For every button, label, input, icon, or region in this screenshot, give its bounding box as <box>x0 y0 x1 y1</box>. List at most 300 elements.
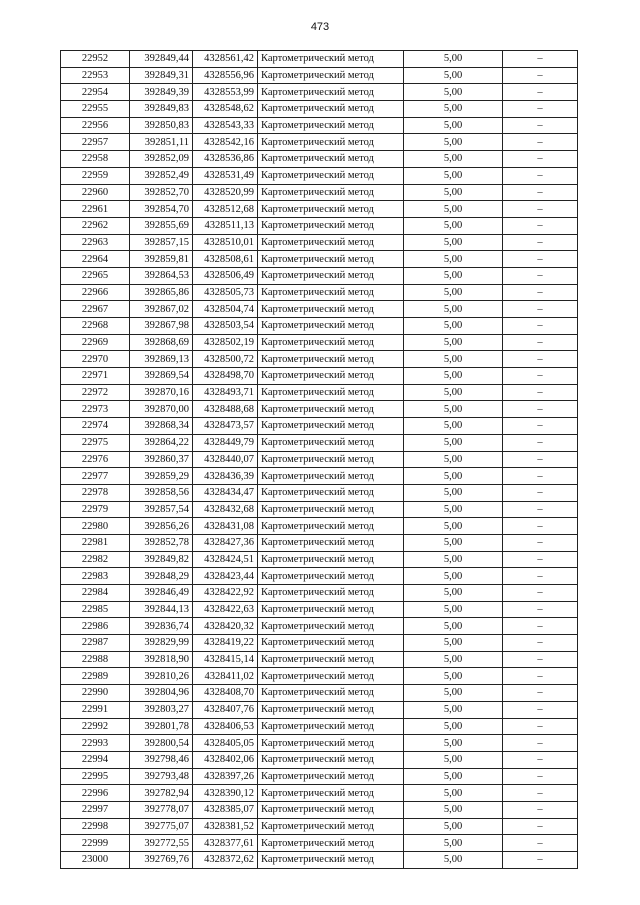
note-cell: – <box>503 718 578 735</box>
note-cell: – <box>503 635 578 652</box>
table-row <box>61 801 578 818</box>
x-coordinate-cell: 392849,82 <box>130 551 193 568</box>
table-row <box>61 101 578 118</box>
note-cell: – <box>503 251 578 268</box>
method-cell: Картометрический метод <box>258 585 404 602</box>
method-cell: Картометрический метод <box>258 267 404 284</box>
y-coordinate-cell: 4328488,68 <box>193 401 258 418</box>
table-row <box>61 484 578 501</box>
method-cell: Картометрический метод <box>258 468 404 485</box>
note-cell: – <box>503 217 578 234</box>
note-cell: – <box>503 585 578 602</box>
x-coordinate-cell: 392859,29 <box>130 468 193 485</box>
method-cell: Картометрический метод <box>258 735 404 752</box>
x-coordinate-cell: 392803,27 <box>130 701 193 718</box>
point-number-cell: 22958 <box>61 151 130 168</box>
note-cell: – <box>503 134 578 151</box>
y-coordinate-cell: 4328508,61 <box>193 251 258 268</box>
note-cell: – <box>503 651 578 668</box>
x-coordinate-cell: 392793,48 <box>130 768 193 785</box>
x-coordinate-cell: 392859,81 <box>130 251 193 268</box>
x-coordinate-cell: 392850,83 <box>130 117 193 134</box>
note-cell: – <box>503 668 578 685</box>
table-row <box>61 351 578 368</box>
x-coordinate-cell: 392849,44 <box>130 51 193 68</box>
y-coordinate-cell: 4328542,16 <box>193 134 258 151</box>
method-cell: Картометрический метод <box>258 685 404 702</box>
note-cell: – <box>503 151 578 168</box>
coordinates-table <box>60 50 578 869</box>
error-cell: 5,00 <box>404 568 503 585</box>
note-cell: – <box>503 601 578 618</box>
x-coordinate-cell: 392844,13 <box>130 601 193 618</box>
error-cell: 5,00 <box>404 351 503 368</box>
method-cell: Картометрический метод <box>258 167 404 184</box>
x-coordinate-cell: 392852,70 <box>130 184 193 201</box>
point-number-cell: 22966 <box>61 284 130 301</box>
x-coordinate-cell: 392852,49 <box>130 167 193 184</box>
table-row <box>61 134 578 151</box>
y-coordinate-cell: 4328407,76 <box>193 701 258 718</box>
table-row <box>61 501 578 518</box>
error-cell: 5,00 <box>404 384 503 401</box>
note-cell: – <box>503 501 578 518</box>
point-number-cell: 22967 <box>61 301 130 318</box>
point-number-cell: 22979 <box>61 501 130 518</box>
method-cell: Картометрический метод <box>258 835 404 852</box>
note-cell: – <box>503 167 578 184</box>
table-row <box>61 384 578 401</box>
error-cell: 5,00 <box>404 167 503 184</box>
error-cell: 5,00 <box>404 635 503 652</box>
error-cell: 5,00 <box>404 534 503 551</box>
method-cell: Картометрический метод <box>258 601 404 618</box>
method-cell: Картометрический метод <box>258 101 404 118</box>
error-cell: 5,00 <box>404 217 503 234</box>
method-cell: Картометрический метод <box>258 368 404 385</box>
error-cell: 5,00 <box>404 418 503 435</box>
error-cell: 5,00 <box>404 484 503 501</box>
y-coordinate-cell: 4328543,33 <box>193 117 258 134</box>
y-coordinate-cell: 4328406,53 <box>193 718 258 735</box>
note-cell: – <box>503 101 578 118</box>
y-coordinate-cell: 4328506,49 <box>193 267 258 284</box>
point-number-cell: 22974 <box>61 418 130 435</box>
error-cell: 5,00 <box>404 701 503 718</box>
point-number-cell: 22959 <box>61 167 130 184</box>
table-row <box>61 585 578 602</box>
note-cell: – <box>503 368 578 385</box>
table-row <box>61 518 578 535</box>
y-coordinate-cell: 4328493,71 <box>193 384 258 401</box>
error-cell: 5,00 <box>404 735 503 752</box>
point-number-cell: 22990 <box>61 685 130 702</box>
table-row <box>61 434 578 451</box>
point-number-cell: 22986 <box>61 618 130 635</box>
table-row <box>61 368 578 385</box>
table-row <box>61 301 578 318</box>
method-cell: Картометрический метод <box>258 334 404 351</box>
x-coordinate-cell: 392869,54 <box>130 368 193 385</box>
x-coordinate-cell: 392869,13 <box>130 351 193 368</box>
x-coordinate-cell: 392769,76 <box>130 852 193 869</box>
table-row <box>61 701 578 718</box>
point-number-cell: 22976 <box>61 451 130 468</box>
note-cell: – <box>503 318 578 335</box>
note-cell: – <box>503 468 578 485</box>
error-cell: 5,00 <box>404 785 503 802</box>
table-row <box>61 201 578 218</box>
point-number-cell: 22985 <box>61 601 130 618</box>
table-row <box>61 534 578 551</box>
error-cell: 5,00 <box>404 301 503 318</box>
method-cell: Картометрический метод <box>258 217 404 234</box>
table-row <box>61 751 578 768</box>
page-number: 473 <box>310 21 330 33</box>
note-cell: – <box>503 334 578 351</box>
method-cell: Картометрический метод <box>258 618 404 635</box>
note-cell: – <box>503 284 578 301</box>
error-cell: 5,00 <box>404 401 503 418</box>
y-coordinate-cell: 4328449,79 <box>193 434 258 451</box>
note-cell: – <box>503 401 578 418</box>
y-coordinate-cell: 4328503,54 <box>193 318 258 335</box>
table-row <box>61 852 578 869</box>
error-cell: 5,00 <box>404 751 503 768</box>
method-cell: Картометрический метод <box>258 768 404 785</box>
method-cell: Картометрический метод <box>258 251 404 268</box>
x-coordinate-cell: 392857,54 <box>130 501 193 518</box>
table-row <box>61 768 578 785</box>
y-coordinate-cell: 4328512,68 <box>193 201 258 218</box>
point-number-cell: 22992 <box>61 718 130 735</box>
x-coordinate-cell: 392801,78 <box>130 718 193 735</box>
error-cell: 5,00 <box>404 201 503 218</box>
table-row <box>61 318 578 335</box>
y-coordinate-cell: 4328423,44 <box>193 568 258 585</box>
method-cell: Картометрический метод <box>258 718 404 735</box>
x-coordinate-cell: 392855,69 <box>130 217 193 234</box>
point-number-cell: 22989 <box>61 668 130 685</box>
error-cell: 5,00 <box>404 84 503 101</box>
table-row <box>61 418 578 435</box>
y-coordinate-cell: 4328536,86 <box>193 151 258 168</box>
note-cell: – <box>503 384 578 401</box>
x-coordinate-cell: 392836,74 <box>130 618 193 635</box>
table-row <box>61 618 578 635</box>
method-cell: Картометрический метод <box>258 234 404 251</box>
y-coordinate-cell: 4328422,63 <box>193 601 258 618</box>
x-coordinate-cell: 392854,70 <box>130 201 193 218</box>
error-cell: 5,00 <box>404 468 503 485</box>
x-coordinate-cell: 392852,09 <box>130 151 193 168</box>
y-coordinate-cell: 4328415,14 <box>193 651 258 668</box>
y-coordinate-cell: 4328502,19 <box>193 334 258 351</box>
x-coordinate-cell: 392810,26 <box>130 668 193 685</box>
error-cell: 5,00 <box>404 501 503 518</box>
point-number-cell: 22965 <box>61 267 130 284</box>
y-coordinate-cell: 4328432,68 <box>193 501 258 518</box>
error-cell: 5,00 <box>404 835 503 852</box>
method-cell: Картометрический метод <box>258 117 404 134</box>
y-coordinate-cell: 4328510,01 <box>193 234 258 251</box>
point-number-cell: 22994 <box>61 751 130 768</box>
method-cell: Картометрический метод <box>258 451 404 468</box>
table-row <box>61 451 578 468</box>
x-coordinate-cell: 392864,22 <box>130 434 193 451</box>
y-coordinate-cell: 4328436,39 <box>193 468 258 485</box>
x-coordinate-cell: 392849,83 <box>130 101 193 118</box>
note-cell: – <box>503 618 578 635</box>
error-cell: 5,00 <box>404 184 503 201</box>
note-cell: – <box>503 801 578 818</box>
error-cell: 5,00 <box>404 601 503 618</box>
error-cell: 5,00 <box>404 67 503 84</box>
table-row <box>61 284 578 301</box>
y-coordinate-cell: 4328473,57 <box>193 418 258 435</box>
table-row <box>61 251 578 268</box>
note-cell: – <box>503 51 578 68</box>
method-cell: Картометрический метод <box>258 67 404 84</box>
y-coordinate-cell: 4328402,06 <box>193 751 258 768</box>
table-row <box>61 67 578 84</box>
method-cell: Картометрический метод <box>258 818 404 835</box>
method-cell: Картометрический метод <box>258 318 404 335</box>
x-coordinate-cell: 392829,99 <box>130 635 193 652</box>
error-cell: 5,00 <box>404 618 503 635</box>
error-cell: 5,00 <box>404 267 503 284</box>
point-number-cell: 22977 <box>61 468 130 485</box>
error-cell: 5,00 <box>404 451 503 468</box>
table-row <box>61 167 578 184</box>
point-number-cell: 22972 <box>61 384 130 401</box>
point-number-cell: 22970 <box>61 351 130 368</box>
note-cell: – <box>503 451 578 468</box>
x-coordinate-cell: 392868,34 <box>130 418 193 435</box>
method-cell: Картометрический метод <box>258 751 404 768</box>
x-coordinate-cell: 392848,29 <box>130 568 193 585</box>
x-coordinate-cell: 392849,31 <box>130 67 193 84</box>
point-number-cell: 22960 <box>61 184 130 201</box>
point-number-cell: 22984 <box>61 585 130 602</box>
point-number-cell: 22954 <box>61 84 130 101</box>
note-cell: – <box>503 785 578 802</box>
method-cell: Картометрический метод <box>258 518 404 535</box>
y-coordinate-cell: 4328385,07 <box>193 801 258 818</box>
table-row <box>61 84 578 101</box>
x-coordinate-cell: 392804,96 <box>130 685 193 702</box>
method-cell: Картометрический метод <box>258 418 404 435</box>
note-cell: – <box>503 518 578 535</box>
note-cell: – <box>503 184 578 201</box>
note-cell: – <box>503 701 578 718</box>
x-coordinate-cell: 392870,16 <box>130 384 193 401</box>
error-cell: 5,00 <box>404 518 503 535</box>
note-cell: – <box>503 234 578 251</box>
table-row <box>61 735 578 752</box>
method-cell: Картометрический метод <box>258 151 404 168</box>
x-coordinate-cell: 392860,37 <box>130 451 193 468</box>
y-coordinate-cell: 4328422,92 <box>193 585 258 602</box>
y-coordinate-cell: 4328548,62 <box>193 101 258 118</box>
table-row <box>61 234 578 251</box>
point-number-cell: 22953 <box>61 67 130 84</box>
y-coordinate-cell: 4328504,74 <box>193 301 258 318</box>
error-cell: 5,00 <box>404 368 503 385</box>
point-number-cell: 22973 <box>61 401 130 418</box>
error-cell: 5,00 <box>404 51 503 68</box>
note-cell: – <box>503 484 578 501</box>
method-cell: Картометрический метод <box>258 434 404 451</box>
error-cell: 5,00 <box>404 151 503 168</box>
method-cell: Картометрический метод <box>258 84 404 101</box>
method-cell: Картометрический метод <box>258 51 404 68</box>
method-cell: Картометрический метод <box>258 401 404 418</box>
table-row <box>61 651 578 668</box>
table-row <box>61 267 578 284</box>
point-number-cell: 22995 <box>61 768 130 785</box>
note-cell: – <box>503 751 578 768</box>
x-coordinate-cell: 392782,94 <box>130 785 193 802</box>
y-coordinate-cell: 4328556,96 <box>193 67 258 84</box>
note-cell: – <box>503 201 578 218</box>
error-cell: 5,00 <box>404 318 503 335</box>
point-number-cell: 22998 <box>61 818 130 835</box>
x-coordinate-cell: 392852,78 <box>130 534 193 551</box>
note-cell: – <box>503 835 578 852</box>
table-row <box>61 217 578 234</box>
point-number-cell: 22964 <box>61 251 130 268</box>
y-coordinate-cell: 4328553,99 <box>193 84 258 101</box>
x-coordinate-cell: 392868,69 <box>130 334 193 351</box>
y-coordinate-cell: 4328390,12 <box>193 785 258 802</box>
x-coordinate-cell: 392846,49 <box>130 585 193 602</box>
method-cell: Картометрический метод <box>258 284 404 301</box>
method-cell: Картометрический метод <box>258 134 404 151</box>
point-number-cell: 23000 <box>61 852 130 869</box>
table-row <box>61 51 578 68</box>
note-cell: – <box>503 818 578 835</box>
method-cell: Картометрический метод <box>258 351 404 368</box>
x-coordinate-cell: 392858,56 <box>130 484 193 501</box>
point-number-cell: 22968 <box>61 318 130 335</box>
y-coordinate-cell: 4328531,49 <box>193 167 258 184</box>
error-cell: 5,00 <box>404 134 503 151</box>
method-cell: Картометрический метод <box>258 801 404 818</box>
note-cell: – <box>503 852 578 869</box>
point-number-cell: 22969 <box>61 334 130 351</box>
point-number-cell: 22971 <box>61 368 130 385</box>
point-number-cell: 22978 <box>61 484 130 501</box>
x-coordinate-cell: 392818,90 <box>130 651 193 668</box>
y-coordinate-cell: 4328500,72 <box>193 351 258 368</box>
method-cell: Картометрический метод <box>258 484 404 501</box>
error-cell: 5,00 <box>404 234 503 251</box>
point-number-cell: 22963 <box>61 234 130 251</box>
y-coordinate-cell: 4328505,73 <box>193 284 258 301</box>
method-cell: Картометрический метод <box>258 635 404 652</box>
point-number-cell: 22962 <box>61 217 130 234</box>
point-number-cell: 22961 <box>61 201 130 218</box>
note-cell: – <box>503 685 578 702</box>
y-coordinate-cell: 4328372,62 <box>193 852 258 869</box>
x-coordinate-cell: 392778,07 <box>130 801 193 818</box>
note-cell: – <box>503 434 578 451</box>
note-cell: – <box>503 117 578 134</box>
error-cell: 5,00 <box>404 668 503 685</box>
method-cell: Картометрический метод <box>258 501 404 518</box>
note-cell: – <box>503 267 578 284</box>
point-number-cell: 22956 <box>61 117 130 134</box>
point-number-cell: 22996 <box>61 785 130 802</box>
error-cell: 5,00 <box>404 251 503 268</box>
error-cell: 5,00 <box>404 284 503 301</box>
x-coordinate-cell: 392851,11 <box>130 134 193 151</box>
y-coordinate-cell: 4328405,05 <box>193 735 258 752</box>
table-row <box>61 785 578 802</box>
note-cell: – <box>503 735 578 752</box>
error-cell: 5,00 <box>404 768 503 785</box>
x-coordinate-cell: 392800,54 <box>130 735 193 752</box>
x-coordinate-cell: 392864,53 <box>130 267 193 284</box>
coordinates-table-body <box>61 51 578 869</box>
y-coordinate-cell: 4328397,26 <box>193 768 258 785</box>
point-number-cell: 22955 <box>61 101 130 118</box>
method-cell: Картометрический метод <box>258 651 404 668</box>
point-number-cell: 22980 <box>61 518 130 535</box>
error-cell: 5,00 <box>404 334 503 351</box>
note-cell: – <box>503 768 578 785</box>
y-coordinate-cell: 4328434,47 <box>193 484 258 501</box>
note-cell: – <box>503 67 578 84</box>
error-cell: 5,00 <box>404 685 503 702</box>
method-cell: Картометрический метод <box>258 852 404 869</box>
y-coordinate-cell: 4328420,32 <box>193 618 258 635</box>
table-row <box>61 835 578 852</box>
method-cell: Картометрический метод <box>258 534 404 551</box>
error-cell: 5,00 <box>404 818 503 835</box>
method-cell: Картометрический метод <box>258 384 404 401</box>
method-cell: Картометрический метод <box>258 301 404 318</box>
error-cell: 5,00 <box>404 585 503 602</box>
y-coordinate-cell: 4328440,07 <box>193 451 258 468</box>
point-number-cell: 22987 <box>61 635 130 652</box>
y-coordinate-cell: 4328411,02 <box>193 668 258 685</box>
y-coordinate-cell: 4328561,42 <box>193 51 258 68</box>
method-cell: Картометрический метод <box>258 201 404 218</box>
note-cell: – <box>503 534 578 551</box>
y-coordinate-cell: 4328511,13 <box>193 217 258 234</box>
y-coordinate-cell: 4328431,08 <box>193 518 258 535</box>
y-coordinate-cell: 4328408,70 <box>193 685 258 702</box>
table-row <box>61 568 578 585</box>
point-number-cell: 22952 <box>61 51 130 68</box>
point-number-cell: 22975 <box>61 434 130 451</box>
method-cell: Картометрический метод <box>258 668 404 685</box>
error-cell: 5,00 <box>404 434 503 451</box>
note-cell: – <box>503 84 578 101</box>
error-cell: 5,00 <box>404 551 503 568</box>
x-coordinate-cell: 392849,39 <box>130 84 193 101</box>
method-cell: Картометрический метод <box>258 184 404 201</box>
x-coordinate-cell: 392867,98 <box>130 318 193 335</box>
table-row <box>61 668 578 685</box>
point-number-cell: 22991 <box>61 701 130 718</box>
note-cell: – <box>503 301 578 318</box>
x-coordinate-cell: 392870,00 <box>130 401 193 418</box>
table-row <box>61 401 578 418</box>
table-row <box>61 184 578 201</box>
